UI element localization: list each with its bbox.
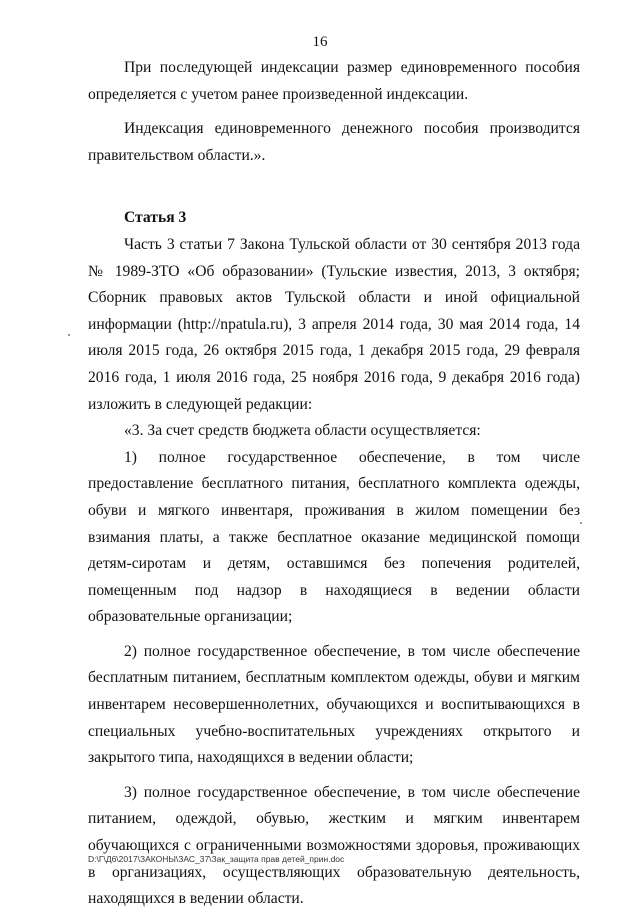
- paragraph-indexation-government: Индексация единовременного денежного пособия производится правительством области.».: [88, 120, 580, 164]
- page-number: 16: [312, 34, 328, 50]
- list-item-1: 1) полное государственное обеспечение, в том числе предоставление бесплатного питания, бесплатного комплекта одежды, обуви и мягкого инвентаря, проживания в жилом помещении без взимания платы, а также бесплатное оказание медицинской помощи детям-сиротам и детям, оставшимся без попечения родителей, помещенным под надзор в находящиеся в ведении области образовательные организации;: [88, 448, 580, 626]
- article-intro: Часть 3 статьи 7 Закона Тульской области от 30 сентября 2013 года № 1989-ЗТО «Об образовании» (Тульские известия, 2013, 3 октября; Сборник правовых актов Тульской области и иной официальной информации (http://npatula.ru), 3 апреля 2014 года, 30 мая 2014 года, 14 июля 2015 года, 26 октября 2015 года, 1 декабря 2015 года, 29 февраля 2016 года, 1 июля 2016 года, 25 ноября 2016 года, 9 декабря 2016 года) изложить в следующей редакции:: [88, 235, 580, 413]
- footer-file-path: D:\Г\Д6\2017\ЗАКОНЫ\ЗАС_37\Зак_защита прав детей_прин.doc: [88, 854, 345, 864]
- article-title: Статья 3: [124, 209, 187, 227]
- article-lead: «3. За счет средств бюджета области осуществляется:: [124, 422, 481, 440]
- document-body: [88, 55, 580, 913]
- scan-speck: [580, 522, 582, 524]
- paragraph-indexation-amount: При последующей индексации размер единовременного пособия определяется с учетом ранее произведенной индексации.: [88, 59, 580, 103]
- list-item-3: 3) полное государственное обеспечение, в том числе обеспечение питанием, одеждой, обувью, жестким и мягким инвентарем обучающихся с ограниченными возможностями здоровья, проживающих в организациях, осуществляющих образовательную деятельность, находящихся в ведении области.: [88, 783, 580, 908]
- list-item-2: 2) полное государственное обеспечение, в том числе обеспечение бесплатным питанием, бесплатным комплектом одежды, обуви и мягким инвентарем несовершеннолетних, обучающихся и воспитывающихся в специальных учебно-воспитательных учреждениях открытого и закрытого типа, находящихся в ведении области;: [88, 642, 580, 767]
- scan-speck: [68, 334, 70, 336]
